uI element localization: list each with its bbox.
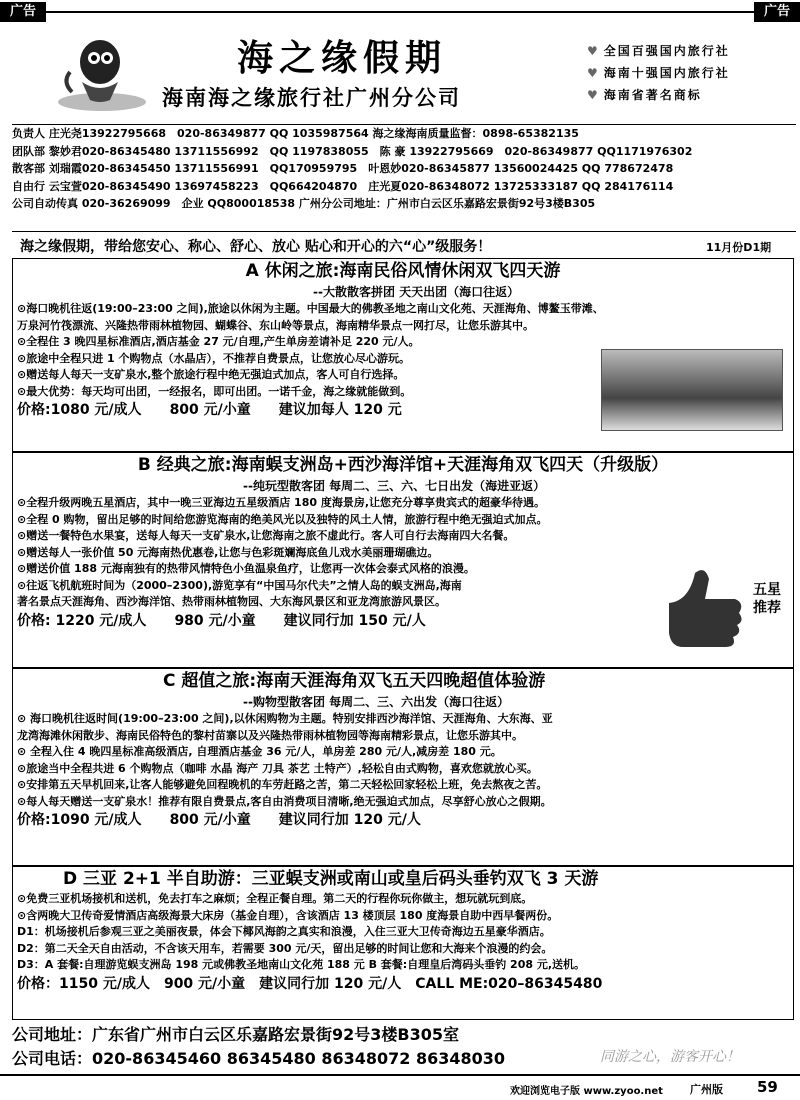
price-line: 价格：1150 元/成人 900 元/小童 建议同行加 120 元/人 CALL ME:020–86345480 <box>17 975 603 992</box>
section-item: ⊙ 全程入住 4 晚四星标准高级酒店, 自理酒店基金 36 元/人，单房差 280 元/人,减房差 180 元。 <box>17 745 502 758</box>
section-item: ⊙安排第五天早机回来,让客人能够避免回程晚机的车劳赶路之苦，第二天轻松回家轻松上班，免去熬夜之苦。 <box>17 778 548 791</box>
honor-item: ♥ 海南省著名商标 <box>587 88 702 102</box>
contact-row: 团队部 黎妙君020-86345480 13711556992 QQ 1197838055 陈 豪 13922795669 020-86349877 QQ1171976302 <box>12 144 693 158</box>
contact-row: 公司自动传真 020-36269099 企业 QQ800018538 广州分公司地址：广州市白云区乐嘉路宏景街92号3楼B305 <box>12 197 596 210</box>
honor-item: ♥ 全国百强国内旅行社 <box>587 44 730 58</box>
section-title: B 经典之旅:海南蜈支洲岛+西沙海洋馆+天涯海角双飞四天（升级版） <box>137 455 669 475</box>
edition-label: 广州版 <box>690 1083 723 1096</box>
company-name: 海南海之缘旅行社广州分公司 <box>162 86 461 110</box>
price-line: 价格:1090 元/成人 800 元/小童 建议同行加 120 元/人 <box>17 812 421 828</box>
section-item: ⊙赠送一餐特色水果宴，送每人每天一支矿泉水,让您海南之旅不虚此行。客人可自行去海南四大名餐。 <box>17 529 515 542</box>
section-item: ⊙全程住 3 晚四星标准酒店,酒店基金 27 元/自理,产生单房差请补足 220 元/人。 <box>17 335 420 348</box>
contact-block <box>12 124 796 232</box>
five-star-badge: 五星推荐 <box>753 582 781 616</box>
section-title: C 超值之旅:海南天涯海角双飞五天四晚超值体验游 <box>163 671 546 691</box>
heart-icon: ♥ <box>587 44 600 58</box>
section-item: 万泉河竹筏漂流、兴隆热带雨林植物园、蝴蝶谷、东山岭等景点，海南精华景点一网打尽，让您乐游其中。 <box>17 318 534 332</box>
section-item: D1：机场接机后参观三亚之美丽夜景，体会下椰风海韵之真实和浪漫，入住三亚大卫传奇海边五星豪华酒店。 <box>17 925 551 938</box>
website-text: 欢迎浏览电子版 www.zyoo.net <box>510 1086 663 1097</box>
section-title: A 休闲之旅:海南民俗风情休闲双飞四天游 <box>245 261 561 281</box>
section-item: ⊙全程 0 购物，留出足够的时间给您游览海南的绝美风光以及独特的风土人情，旅游行程中绝无强迫式加点。 <box>17 512 548 526</box>
issue-label: 11月份D1期 <box>706 241 772 254</box>
price-line: 价格: 1220 元/成人 980 元/小童 建议同行加 150 元/人 <box>17 612 426 629</box>
section-item: ⊙含两晚大卫传奇爱情酒店高级海景大床房（基金自理），含该酒店 13 楼顶层 180 度海景自助中西早餐两份。 <box>17 908 559 922</box>
section-item: D2：第二天全天自由活动，不含该天用车，若需要 300 元/天，留出足够的时间让您和大海来个浪漫的约会。 <box>17 941 553 955</box>
section-item: ⊙赠送每人一张价值 50 元海南热优惠卷,让您与色彩斑斓海底鱼儿戏水美丽珊瑚礁边。 <box>17 545 439 559</box>
section-item: ⊙免费三亚机场接机和送机，免去打车之麻烦；全程正餐自理。第二天的行程你玩你做主，想玩就玩到底。 <box>17 892 533 905</box>
ad-label-right: 广告 <box>754 2 800 22</box>
tour-section-a <box>12 258 794 452</box>
thumbs-up-icon <box>659 563 745 651</box>
company-phone <box>12 1046 505 1069</box>
heart-icon: ♥ <box>587 88 600 102</box>
heart-icon: ♥ <box>587 66 600 80</box>
company-address <box>12 1022 459 1045</box>
section-item: 著名景点天涯海角、西沙海洋馆、热带雨林植物园、大东海风景区和亚龙湾旅游风景区。 <box>17 595 446 608</box>
section-item: D3：A 套餐:自理游览蜈支洲岛 198 元或佛教圣地南山文化苑 188 元 B 套餐:自理皇后湾码头垂钓 208 元,送机。 <box>17 958 586 971</box>
page-footer <box>0 1074 800 1100</box>
section-item: ⊙全程升级两晚五星酒店，其中一晚三亚海边五星级酒店 180 度海景房,让您充分尊享贵宾式的超豪华待遇。 <box>17 496 546 509</box>
page-number: 59 <box>757 1078 778 1096</box>
price-line: 价格:1080 元/成人 800 元/小童 建议加每人 120 元 <box>17 402 402 418</box>
contact-row: 负责人 庄光尧13922795668 020-86349877 QQ 1035987564 海之缘海南质量监督：0898-65382135 <box>12 127 579 140</box>
section-title: D 三亚 2+1 半自助游：三亚蜈支洲或南山或皇后码头垂钓双飞 3 天游 <box>63 869 599 889</box>
address-label: 公司地址： <box>12 1025 93 1044</box>
section-item: ⊙往返飞机航班时间为（2000–2300),游览享有“中国马尔代夫”之情人岛的蜈支洲岛,海南 <box>17 578 462 592</box>
ad-label-left: 广告 <box>0 2 46 22</box>
section-item: ⊙每人每天赠送一支矿泉水！推荐有限自费景点,客自由消费项目清晰,绝无强迫式加点，尽享舒心放心之假期。 <box>17 794 552 808</box>
beach-photo <box>601 349 783 431</box>
section-subtitle: --纯玩型散客团 每周二、三、六、七日出发（海进亚返） <box>243 479 546 493</box>
honors-list <box>587 40 730 106</box>
section-item: ⊙ 海口晚机往返时间(19:00–23:00 之间),以休闲购物为主题。特别安排西沙海洋馆、天涯海角、大东海、亚 <box>17 712 553 725</box>
section-item: ⊙赠送价值 188 元海南独有的热带风情特色小鱼温泉鱼疗，让您再一次体会泰式风格的浪漫。 <box>17 562 475 575</box>
honor-item: ♥ 海南十强国内旅行社 <box>587 66 730 80</box>
phone-value: 020-86345460 86345480 86348072 86348030 <box>92 1049 506 1068</box>
section-item: ⊙旅途中全程只进 1 个购物点（水晶店），不推荐自费景点，让您放心尽心游玩。 <box>17 351 411 365</box>
section-item: ⊙旅途当中全程共进 6 个购物点（咖啡 水晶 海产 刀具 茶艺 土特产）,轻松自由式购物，喜欢您就放心买。 <box>17 761 538 775</box>
phone-label: 公司电话： <box>12 1049 93 1068</box>
header <box>12 22 796 120</box>
section-item: ⊙赠送每人每天一支矿泉水,整个旅途行程中绝无强迫式加点，客人可自行选择。 <box>17 368 405 381</box>
slogan-watermark: 同游之心，游客开心！ <box>600 1049 740 1065</box>
tour-section-c <box>12 668 794 866</box>
address-value: 广东省广州市白云区乐嘉路宏景街92号3楼B305室 <box>92 1025 460 1044</box>
section-subtitle: --大散散客拼团 天天出团（海口往返） <box>313 285 520 299</box>
section-item: ⊙最大优势：每天均可出团，一经报名，即可出团。一诺千金，海之缘就能做到。 <box>17 384 412 398</box>
section-subtitle: --购物型散客团 每周二、三、六出发（海口往返） <box>243 695 510 709</box>
top-rule <box>46 11 754 13</box>
contact-row: 散客部 刘瑞霞020-86345450 13711556991 QQ170959795 叶恩妙020-86345877 13560024425 QQ 778672478 <box>12 162 674 175</box>
slogan: 海之缘假期，带给您安心、称心、舒心、放心 贴心和开心的六“心”级服务！ <box>20 239 492 255</box>
section-item: ⊙海口晚机往返(19:00–23:00 之间),旅途以休闲为主题。中国最大的佛教圣地之南山文化苑、天涯海角、博鳌玉带滩、 <box>17 302 604 315</box>
brand-name: 海之缘假期 <box>237 37 448 79</box>
section-item: 龙湾海滩休闲散步、海南民俗特色的黎村苗寨以及兴隆热带雨林植物园等海南精彩景点，让您乐游其中。 <box>17 728 523 742</box>
dolphin-logo-icon <box>52 32 152 117</box>
tour-section-b <box>12 452 794 668</box>
contact-row: 自由行 云宝萱020-86345490 13697458223 QQ664204870 庄光夏020-86348072 13725333187 QQ 284176114 <box>12 179 674 193</box>
tour-section-d <box>12 866 794 1020</box>
